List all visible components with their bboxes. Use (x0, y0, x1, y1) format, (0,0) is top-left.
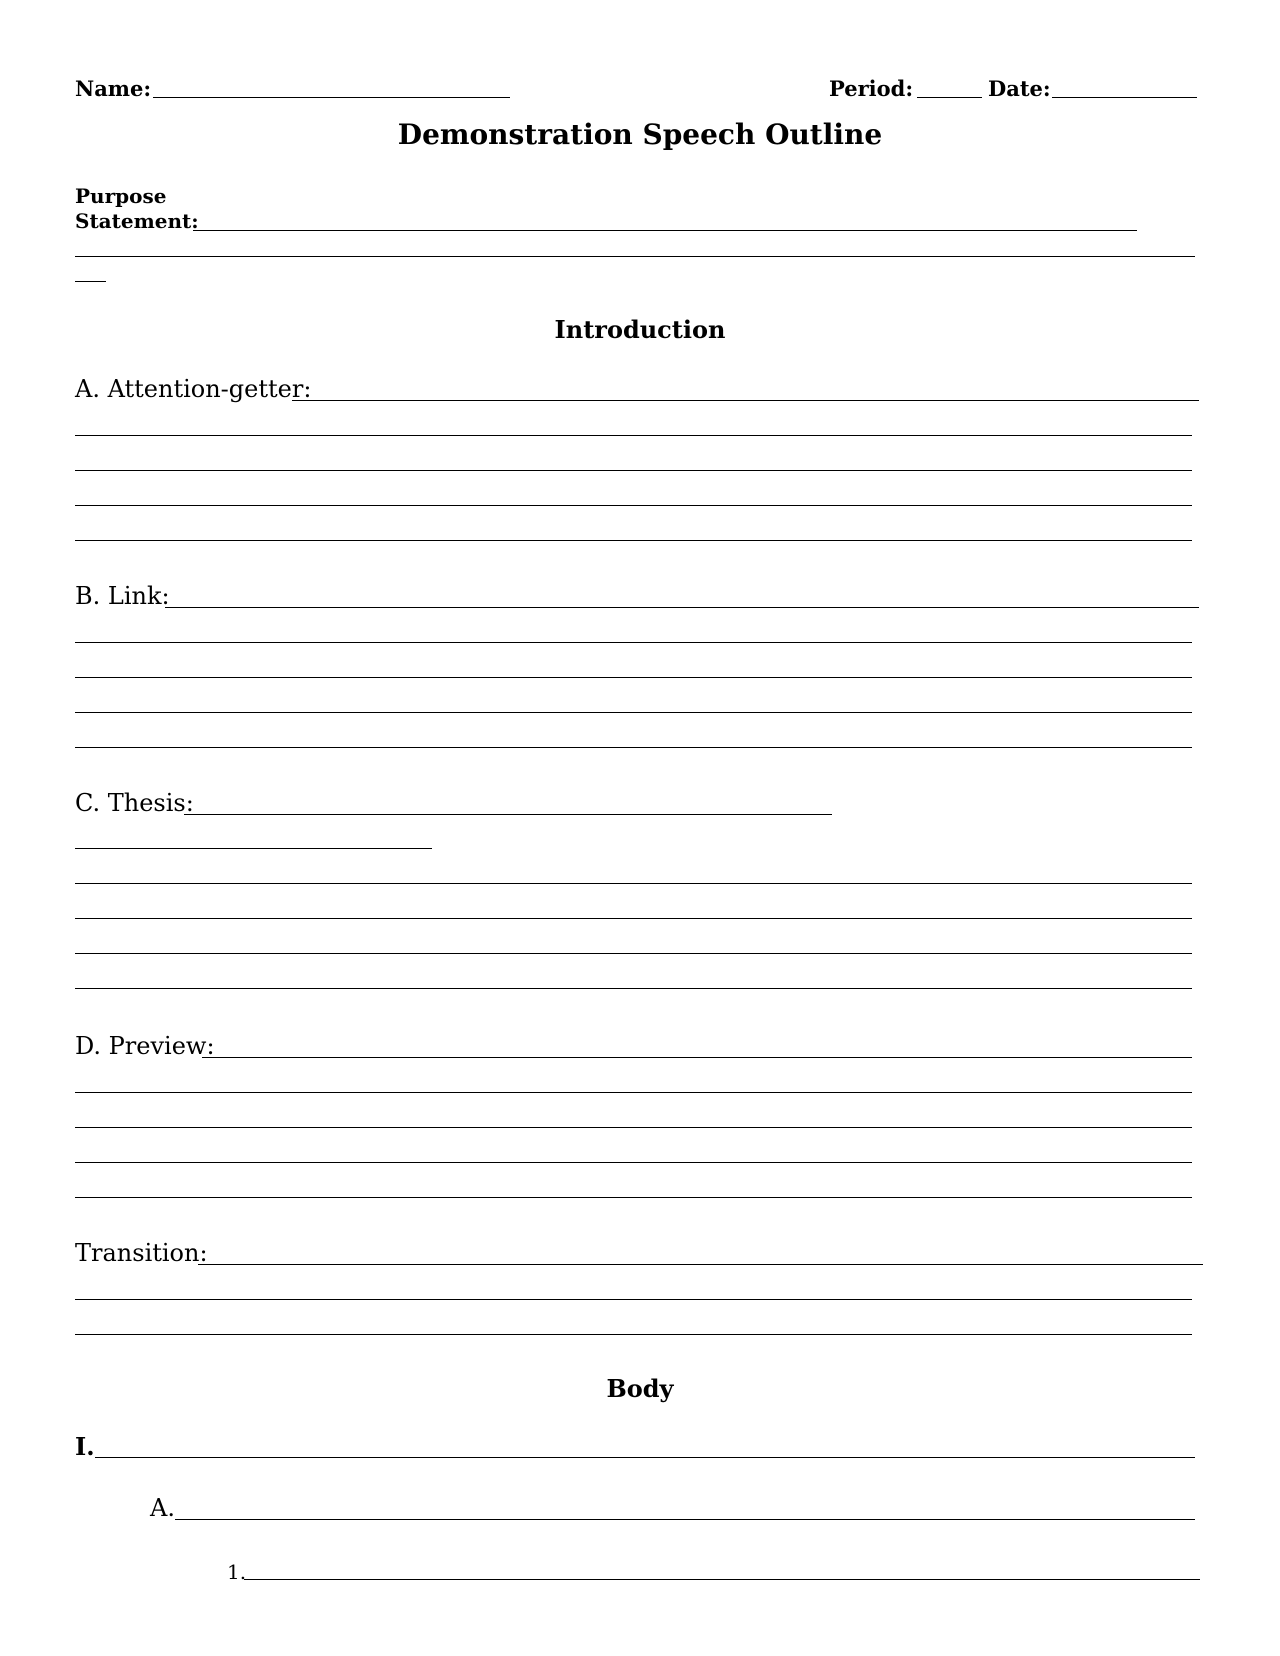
preview-line[interactable] (75, 1092, 1192, 1093)
thesis-line[interactable] (75, 918, 1192, 919)
preview-line[interactable] (75, 1162, 1192, 1163)
link-line[interactable] (75, 677, 1192, 678)
transition-field[interactable] (198, 1264, 1203, 1265)
purpose-field-line-1[interactable] (193, 230, 1137, 231)
date-field[interactable] (1052, 97, 1197, 98)
name-field[interactable] (153, 97, 510, 98)
period-label: Period: (829, 76, 914, 101)
thesis-line-short[interactable] (75, 848, 432, 849)
attention-getter-line[interactable] (75, 435, 1192, 436)
item-1-field[interactable] (244, 1579, 1200, 1580)
attention-getter-field[interactable] (292, 400, 1199, 401)
main-point-i-field[interactable] (95, 1457, 1195, 1458)
link-line[interactable] (75, 642, 1192, 643)
introduction-heading: Introduction (554, 315, 726, 344)
subpoint-a-label: A. (150, 1494, 175, 1522)
thesis-line[interactable] (75, 883, 1192, 884)
purpose-field-line-2[interactable] (75, 256, 1195, 257)
thesis-line[interactable] (75, 988, 1192, 989)
period-field[interactable] (917, 97, 982, 98)
preview-line[interactable] (75, 1197, 1192, 1198)
page-title: Demonstration Speech Outline (397, 118, 883, 151)
attention-getter-line[interactable] (75, 505, 1192, 506)
main-point-i-label: I. (75, 1432, 95, 1461)
link-field[interactable] (165, 607, 1199, 608)
purpose-label-line1: Purpose (75, 184, 167, 208)
thesis-label: C. Thesis: (75, 789, 194, 817)
purpose-label-line2: Statement: (75, 209, 199, 233)
item-1-label: 1. (227, 1560, 247, 1584)
preview-line[interactable] (75, 1127, 1192, 1128)
subpoint-a-field[interactable] (175, 1519, 1195, 1520)
transition-line[interactable] (75, 1299, 1192, 1300)
transition-label: Transition: (75, 1239, 208, 1267)
date-label: Date: (988, 76, 1051, 101)
link-label: B. Link: (75, 582, 170, 610)
body-heading: Body (606, 1374, 674, 1403)
link-line[interactable] (75, 712, 1192, 713)
thesis-field[interactable] (184, 814, 832, 815)
attention-getter-label: A. Attention-getter: (75, 375, 312, 403)
purpose-field-line-3[interactable] (75, 281, 106, 282)
name-label: Name: (75, 76, 152, 101)
link-line[interactable] (75, 747, 1192, 748)
thesis-line[interactable] (75, 953, 1192, 954)
transition-line[interactable] (75, 1334, 1192, 1335)
attention-getter-line[interactable] (75, 470, 1192, 471)
preview-label: D. Preview: (75, 1032, 215, 1060)
preview-field[interactable] (202, 1057, 1192, 1058)
attention-getter-line[interactable] (75, 540, 1192, 541)
